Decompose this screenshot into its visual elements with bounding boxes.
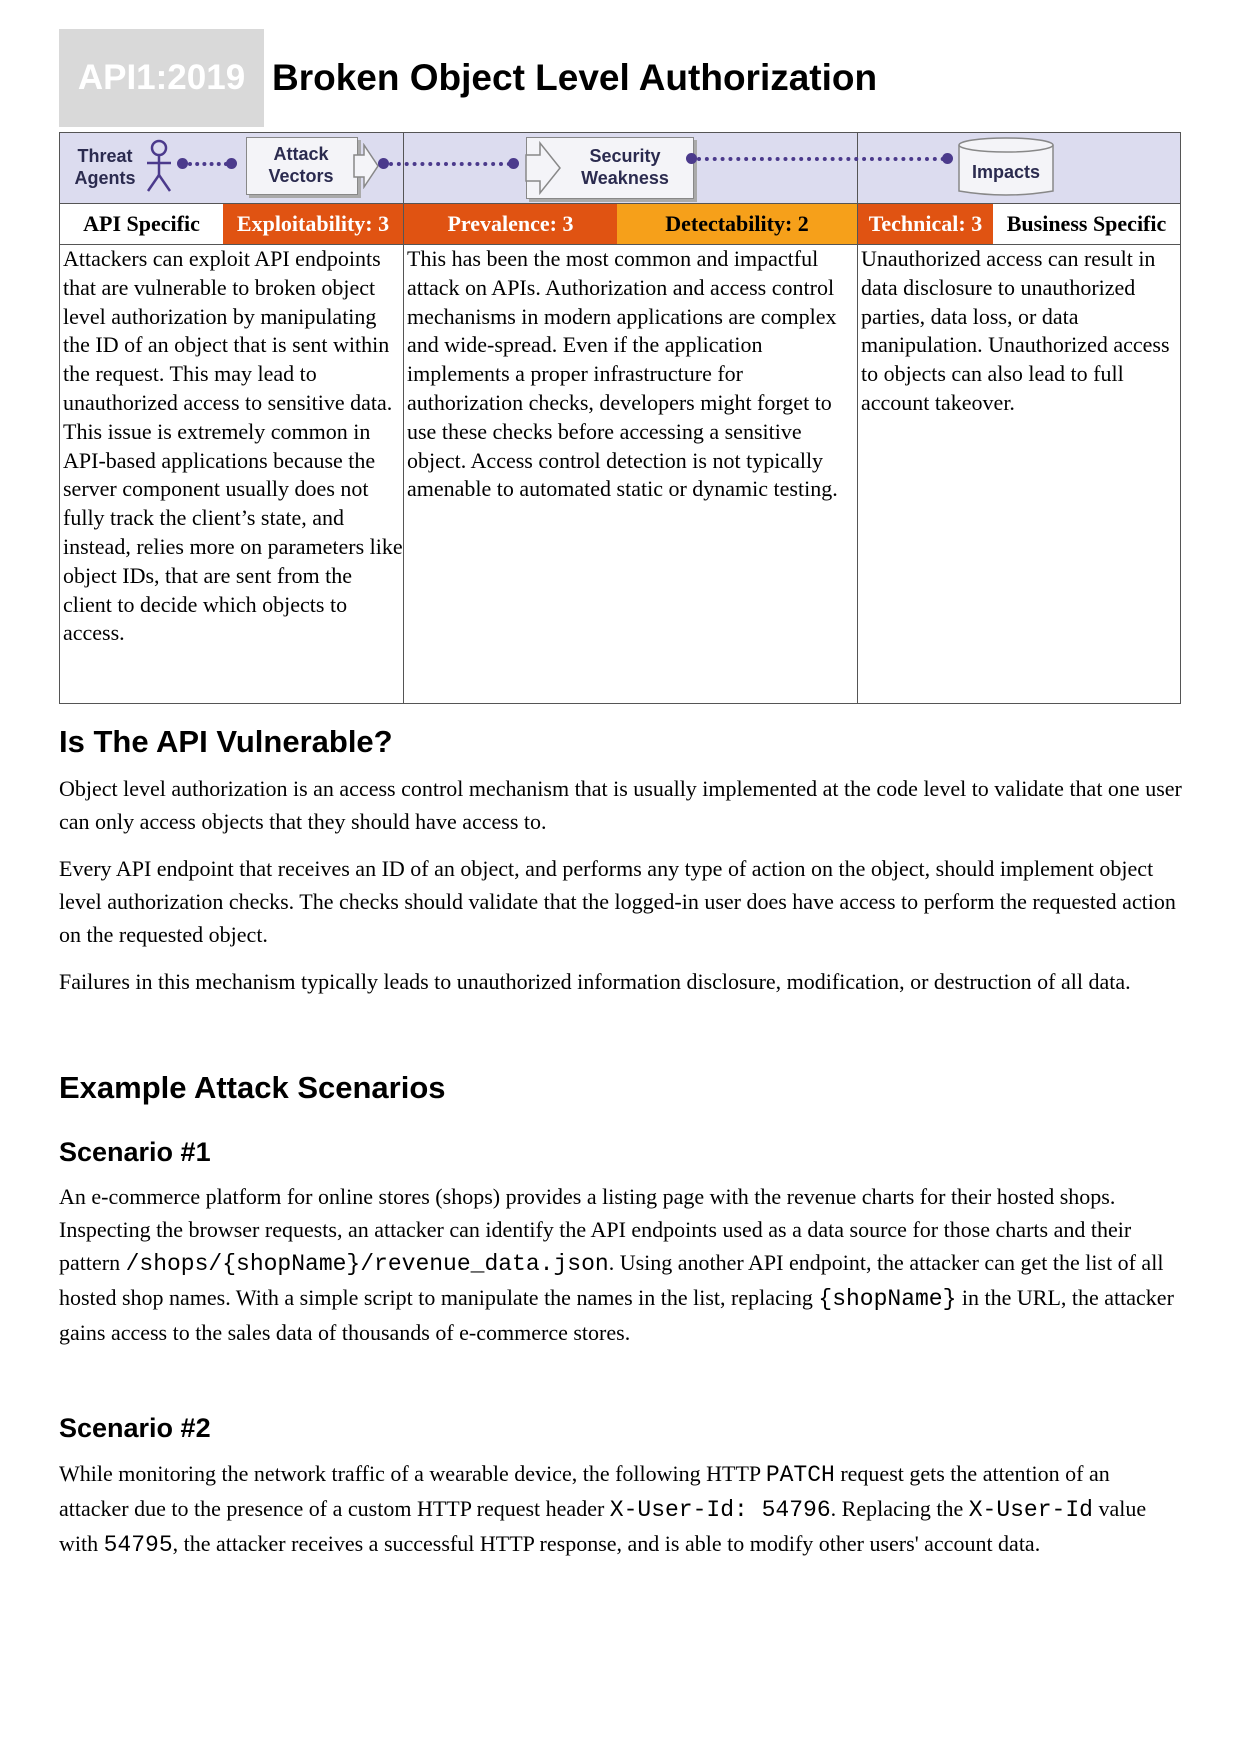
business-specific-cell: Business Specific xyxy=(993,204,1180,244)
code-snippet: {shopName} xyxy=(818,1286,957,1312)
impacts-label: Impacts xyxy=(971,162,1041,182)
code-snippet: X-User-Id: 54796 xyxy=(609,1497,831,1523)
detectability-score: Detectability: 2 xyxy=(617,204,857,244)
code-snippet: /shops/{shopName}/revenue_data.json xyxy=(125,1251,609,1277)
score-row xyxy=(60,204,1180,245)
arrow-icon xyxy=(352,143,380,189)
scenario-1-text: An e-commerce platform for online stores (shops) provides a listing page with the revenue charts for their hosted shops. Inspecting the browser requests, an attacker can identify the API endpoints used as a data source for those charts and their pattern /shops/{shopName}/revenue_data.json. Using another API endpoint, the attacker can get the list of all hosted shop names. With a simple script to manipulate the names in the list, replacing {shopName} in the URL, the attacker gains access to the sales data of thousands of e-commerce stores. xyxy=(59,1184,1174,1345)
risk-code-badge: API1:2019 xyxy=(59,29,264,127)
security-weakness-label: Security Weakness xyxy=(581,146,669,188)
technical-score: Technical: 3 xyxy=(857,204,993,244)
impacts-description: Unauthorized access can result in data disclosure to unauthorized parties, data loss, or data manipulation. Unauthorized access to objects can also lead to full account takeover. xyxy=(857,245,1180,703)
scenario-2-text: While monitoring the network traffic of a wearable device, the following HTTP PATCH request gets the attention of an attacker due to the presence of a custom HTTP request header X-User-Id: 54796. Replacing the X-User-Id value with 54795, the attacker receives a successful HTTP response, and is able to modify other users' account data. xyxy=(59,1461,1147,1558)
threat-agents-label: Threat Agents xyxy=(74,146,136,188)
person-icon xyxy=(144,139,174,195)
paragraph: Object level authorization is an access control mechanism that is usually implemented at the code level to validate that one user can only access objects that they should have access to. xyxy=(59,776,1182,834)
section-heading-scenarios: Example Attack Scenarios xyxy=(59,1070,446,1105)
security-weakness-description: This has been the most common and impactful attack on APIs. Authorization and access control mechanisms in modern applications are complex and wide-spread. Even if the application implements a proper infrastructure for authorization checks, developers might forget to use these checks before accessing a sensitive object. Access control detection is not typically amenable to automated static or dynamic testing. xyxy=(403,245,857,703)
code-snippet: 54795 xyxy=(103,1532,173,1558)
arrow-icon xyxy=(524,141,564,195)
description-row xyxy=(60,245,1180,703)
risk-flow-diagram xyxy=(60,133,1180,204)
page-header xyxy=(59,29,877,127)
code-snippet: X-User-Id xyxy=(968,1497,1093,1523)
section-heading-vulnerable: Is The API Vulnerable? xyxy=(59,724,393,759)
attack-vectors-label: Attack Vectors xyxy=(268,144,334,186)
threat-agents-description: Attackers can exploit API endpoints that are vulnerable to broken object level authorization by manipulating the ID of an object that is sent within the request. This may lead to unauthorized access to sensitive data. This issue is extremely common in API-based applications because the server component usually does not fully track the client’s state, and instead, relies more on parameters like object IDs, that are sent from the client to decide which objects to access. xyxy=(63,246,403,646)
exploitability-score: Exploitability: 3 xyxy=(223,204,403,244)
paragraph: Failures in this mechanism typically leads to unauthorized information disclosure, modification, or destruction of all data. xyxy=(59,969,1131,994)
risk-rating-table xyxy=(59,132,1181,704)
prevalence-score: Prevalence: 3 xyxy=(403,204,617,244)
scenario-1-title: Scenario #1 xyxy=(59,1137,211,1167)
code-snippet: PATCH xyxy=(765,1462,835,1488)
scenario-2-title: Scenario #2 xyxy=(59,1413,211,1443)
api-specific-cell: API Specific xyxy=(60,204,223,244)
page-title: Broken Object Level Authorization xyxy=(272,57,878,98)
paragraph: Every API endpoint that receives an ID of an object, and performs any type of action on the object, should implement object level authorization checks. The checks should validate that the logged-in user does have access to perform the requested action on the requested object. xyxy=(59,856,1176,947)
